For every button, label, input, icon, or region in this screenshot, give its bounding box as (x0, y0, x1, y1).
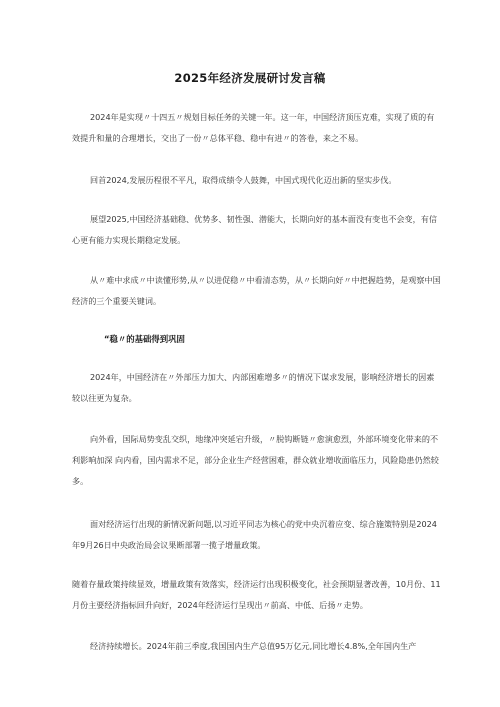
paragraph-1: 2024年是实现〃十四五〃规划目标任务的关键一年。这一年，中国经济顶压克难，实现了质的有效提升和量的合理增长，交出了一份〃总体平稳、稳中有进〃的答卷，来之不易。 (72, 112, 435, 143)
section-paragraph-1: 2024年，中国经济在〃外部压力加大、内部困难增多〃的情况下谋求发展，影响经济增长的因素较以往更为复杂。 (72, 372, 435, 403)
section-paragraph-4: 随着存量政策持续显效，增量政策有效落实，经济运行出现积极变化，社会预期显著改善，10月份、11月份主要经济指标回升向好，2024年经济运行呈现出〃前高、中低、后扬〃走势。 (72, 579, 441, 610)
document-title: 2025年经济发展研讨发言稿 (174, 71, 326, 85)
section-paragraph-3: 面对经济运行出现的新情况新问题,以习近平同志为核心的党中央沉着应变、综合施策特别是2024年9月26日中央政治局会议果断部署一揽子增量政策。 (72, 519, 437, 550)
section-paragraph-2: 向外看，国际局势变乱交织，地缘冲突延宕升级，〃脱钩断链〃愈演愈烈，外部环境变化带来的不利影响加深 向内看，国内需求不足，部分企业生产经营困难，群众就业增收面临压力，风险隐患仍然较多。 (72, 434, 439, 486)
section-heading: “稳〃的基础得到巩固 (104, 334, 185, 344)
paragraph-4: 从〃难中求成〃中读懂形势,从〃以进促稳〃中看清态势，从〃长期向好〃中把握趋势，是观察中国经济的三个重要关键词。 (72, 275, 441, 306)
paragraph-3: 展望2025,中国经济基础稳、优势多、韧性强、潜能大，长期向好的基本面没有变也不会变，有信心更有能力实现长期稳定发展。 (72, 214, 437, 245)
paragraph-2: 回首2024,发展历程很不平凡，取得成绩令人鼓舞，中国式现代化迈出新的坚实步伐。 (90, 175, 397, 185)
section-paragraph-5: 经济持续增长。2024年前三季度,我国国内生产总值95万亿元,同比增长4.8%,全年国内生产 (90, 641, 417, 651)
